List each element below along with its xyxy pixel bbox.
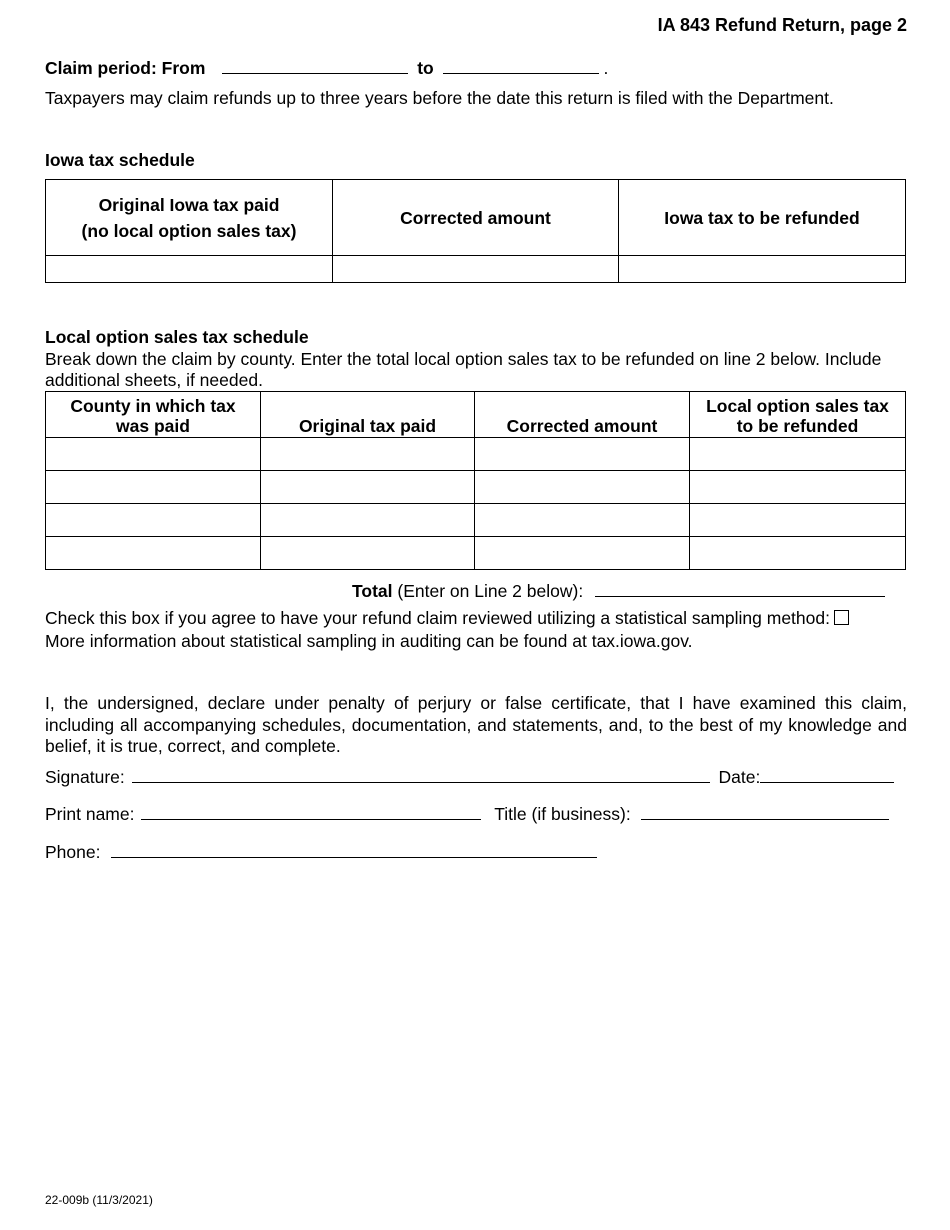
local-original-tax-input[interactable] <box>261 438 475 471</box>
date-label: Date: <box>718 767 761 787</box>
local-table-header-row <box>46 392 906 438</box>
table-row <box>46 537 906 570</box>
local-county-input[interactable] <box>46 471 261 504</box>
local-col-county-line2: was paid <box>116 416 190 436</box>
page-header: IA 843 Refund Return, page 2 <box>657 15 907 35</box>
total-label-note: (Enter on Line 2 below): <box>392 581 584 601</box>
local-col-original-tax: Original tax paid <box>261 392 475 438</box>
claim-period-row <box>45 57 608 79</box>
total-input[interactable] <box>595 582 885 597</box>
signature-label: Signature: <box>45 767 125 787</box>
total-row <box>352 581 885 602</box>
iowa-tax-schedule-heading: Iowa tax schedule <box>45 150 195 170</box>
iowa-tax-refunded-input[interactable] <box>619 256 906 283</box>
iowa-tax-schedule-table <box>45 179 906 283</box>
claim-period-from-input[interactable] <box>222 57 408 74</box>
local-option-schedule-note: Break down the claim by county. Enter the total local option sales tax to be refunded on line 2 below. Include additional sheets, if needed. <box>45 349 882 390</box>
local-corrected-amount-input[interactable] <box>475 438 690 471</box>
print-name-row <box>45 804 889 825</box>
local-col-tax-refunded-line1: Local option sales tax <box>706 396 889 416</box>
claim-period-to-input[interactable] <box>443 57 599 74</box>
local-original-tax-input[interactable] <box>261 504 475 537</box>
local-original-tax-input[interactable] <box>261 537 475 570</box>
table-row <box>46 504 906 537</box>
local-corrected-amount-input[interactable] <box>475 471 690 504</box>
claim-period-note: Taxpayers may claim refunds up to three years before the date this return is filed with the Department. <box>45 88 834 108</box>
signature-input[interactable] <box>132 768 710 783</box>
claim-period-end-punct: . <box>603 58 609 78</box>
phone-row <box>45 842 597 863</box>
sampling-checkbox[interactable] <box>834 610 849 625</box>
sampling-row <box>45 608 849 629</box>
local-col-tax-refunded-line2: to be refunded <box>736 416 859 436</box>
iowa-table-header-row <box>46 180 906 256</box>
iowa-col-original-tax-line1: Original Iowa tax paid <box>98 194 280 215</box>
title-label: Title (if business): <box>494 804 631 824</box>
table-row <box>46 256 906 283</box>
local-col-tax-refunded <box>690 392 906 438</box>
phone-input[interactable] <box>111 843 597 858</box>
claim-period-from-label: Claim period: From <box>45 58 206 78</box>
total-label: Total <box>352 581 393 601</box>
local-tax-refunded-input[interactable] <box>690 504 906 537</box>
sampling-info: More information about statistical sampling in auditing can be found at tax.iowa.gov. <box>45 631 693 651</box>
local-col-county-line1: County in which tax <box>70 396 236 416</box>
claim-period-to-label: to <box>417 58 434 78</box>
iowa-original-tax-input[interactable] <box>46 256 333 283</box>
signature-row <box>45 767 894 788</box>
phone-label: Phone: <box>45 842 101 862</box>
local-county-input[interactable] <box>46 438 261 471</box>
table-row <box>46 471 906 504</box>
local-tax-refunded-input[interactable] <box>690 537 906 570</box>
iowa-corrected-amount-input[interactable] <box>333 256 619 283</box>
local-county-input[interactable] <box>46 537 261 570</box>
local-tax-refunded-input[interactable] <box>690 471 906 504</box>
iowa-col-original-tax-line2: (no local option sales tax) <box>81 220 297 241</box>
local-col-corrected-amount: Corrected amount <box>475 392 690 438</box>
local-tax-refunded-input[interactable] <box>690 438 906 471</box>
date-input[interactable] <box>760 768 894 783</box>
local-col-county <box>46 392 261 438</box>
local-corrected-amount-input[interactable] <box>475 537 690 570</box>
iowa-col-original-tax <box>46 180 333 256</box>
local-county-input[interactable] <box>46 504 261 537</box>
local-corrected-amount-input[interactable] <box>475 504 690 537</box>
iowa-col-tax-refunded: Iowa tax to be refunded <box>619 180 906 256</box>
title-input[interactable] <box>641 805 889 820</box>
form-code: 22-009b (11/3/2021) <box>45 1193 153 1207</box>
iowa-col-corrected-amount: Corrected amount <box>333 180 619 256</box>
print-name-input[interactable] <box>141 805 481 820</box>
local-option-schedule-heading: Local option sales tax schedule <box>45 327 309 347</box>
local-option-schedule-table <box>45 391 906 570</box>
print-name-label: Print name: <box>45 804 135 824</box>
local-original-tax-input[interactable] <box>261 471 475 504</box>
table-row <box>46 438 906 471</box>
sampling-label: Check this box if you agree to have your refund claim reviewed utilizing a statistical sampling method: <box>45 608 830 628</box>
declaration-text: I, the undersigned, declare under penalty of perjury or false certificate, that I have examined this claim, including all accompanying schedules, documentation, and statements, and, to the best of my knowledge and belief, it is true, correct, and complete. <box>45 693 907 756</box>
